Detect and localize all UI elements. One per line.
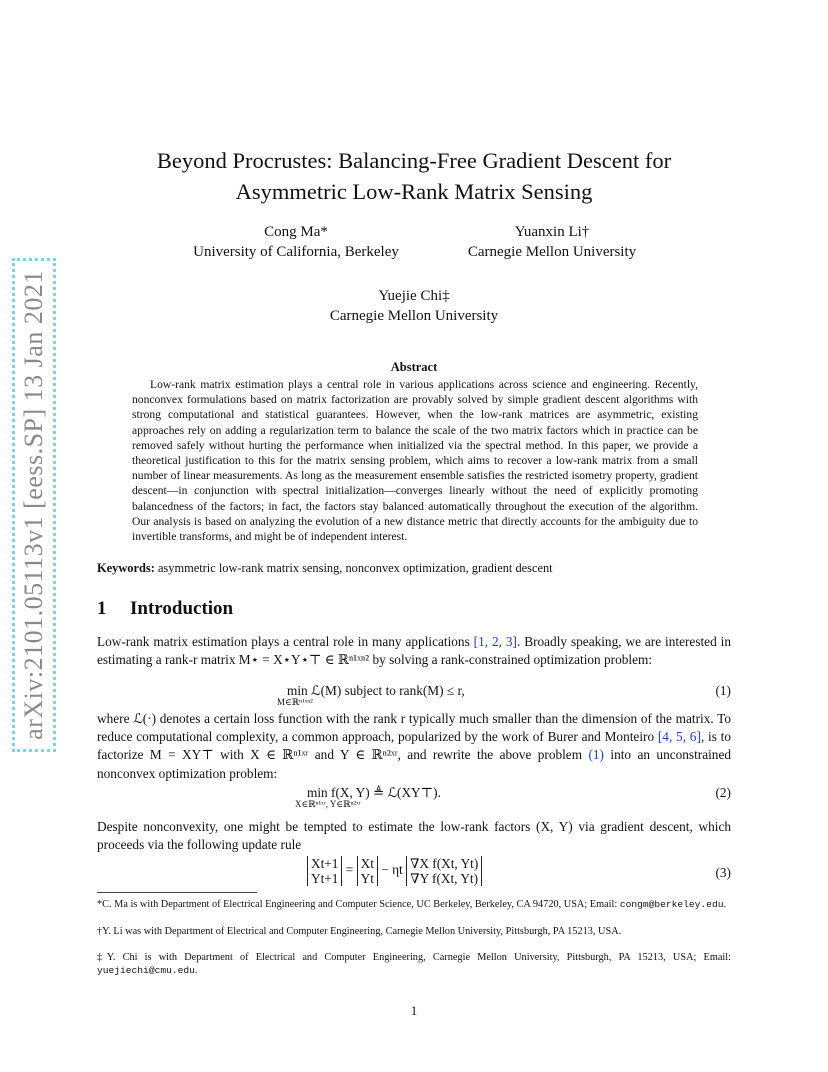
- arxiv-identifier: arXiv:2101.05113v1 [eess.SP] 13 Jan 2021: [19, 270, 49, 740]
- equation-operator: − ηt: [381, 862, 403, 878]
- email-link[interactable]: yuejiechi@cmu.edu: [97, 965, 195, 977]
- equation-number: (3): [715, 865, 731, 880]
- equation-subscript: M∈ℝⁿ¹ˣⁿ²: [277, 697, 313, 707]
- paragraph-text: into an unconstrained nonconvex optimization problem:: [97, 747, 732, 781]
- matrix-entry: Xt: [360, 856, 374, 871]
- author-name: Cong Ma*: [264, 224, 328, 240]
- equation-body: [277, 683, 465, 710]
- paper-title: [100, 145, 728, 207]
- page-number: 1: [410, 1003, 418, 1018]
- section-number: 1: [97, 598, 107, 619]
- matrix-entry: ∇X f(Xt, Yt): [410, 856, 479, 871]
- keywords-text: asymmetric low-rank matrix sensing, nonconvex optimization, gradient descent: [157, 561, 553, 575]
- keywords: [97, 561, 737, 576]
- matrix-entry: ∇Y f(Xt, Yt): [410, 871, 479, 886]
- intro-paragraph-3: Despite nonconvexity, one might be tempted to estimate the low-rank factors (X, Y) via gradient descent, which proceeds via the following update rule: [97, 819, 731, 853]
- equation-operator: =: [345, 862, 354, 878]
- paragraph-text: . Broadly speaking, we are interested in estimating a rank-r matrix M⋆ = X⋆Y⋆⊤ ∈ ℝⁿ¹ˣⁿ² by solving a rank-constrained optimization problem:: [97, 634, 731, 668]
- equation-ref-link[interactable]: (1): [588, 747, 604, 763]
- footnote-text: ‡Y. Chi is with Department of Electrical and Computer Engineering, Carnegie Mellon University, Pittsburgh, PA 15213, USA; Email:: [97, 952, 731, 963]
- author-affiliation: Carnegie Mellon University: [329, 308, 499, 324]
- citation-link[interactable]: [1, 2, 3]: [473, 634, 517, 649]
- abstract-body: Low-rank matrix estimation plays a central role in various applications across science and engineering. Recently, nonconvex formulations based on matrix factorization are provably solved by simple gradient descent algorithms with strong computational and statistical guarantees. However, when the low-rank matrices are asymmetric, existing approaches rely on adding a regularization term to balance the scale of the two matrix factors which in practice can be removed safely without hurting the performance when initialized via the spectral method. In this paper, we provide a theoretical justification to this for the matrix sensing problem, which aims to recover a low-rank matrix from a small number of linear measurements. As long as the measurement ensemble satisfies the restricted isometry property, gradient descent—in conjunction with spectral initialization—converges linearly without the need of explicitly promoting balancedness of the factors; in fact, the factors stay balanced automatically throughout the execution of the algorithm. Our analysis is based on analyzing the evolution of a new distance metric that directly accounts for the ambiguity due to invertible transforms, and might be of independent interest.: [132, 378, 698, 544]
- author-name: Yuejie Chi‡: [378, 288, 450, 304]
- title-line-2: Asymmetric Low-Rank Matrix Sensing: [235, 179, 593, 204]
- author-affiliation: University of California, Berkeley: [193, 244, 399, 260]
- citation-link[interactable]: [4, 5, 6]: [657, 729, 701, 745]
- footnote-text: .: [194, 965, 198, 977]
- matrix-rhs: [406, 856, 482, 886]
- matrix-lhs: [307, 856, 342, 886]
- equation-text: min f(X, Y) ≜ ℒ(XY⊤).: [307, 785, 441, 800]
- arxiv-stamp: [12, 258, 56, 752]
- equation-number: (1): [715, 683, 731, 698]
- equation-text: min ℒ(M) subject to rank(M) ≤ r,: [287, 683, 465, 698]
- footnote-2: †Y. Li was with Department of Electrical and Computer Engineering, Carnegie Mellon University, Pittsburgh, PA 15213, USA.: [97, 926, 622, 937]
- footnote-text: .: [723, 899, 727, 910]
- author-affiliation: Carnegie Mellon University: [467, 244, 637, 260]
- equation-body: [307, 856, 482, 886]
- author-block-2: [452, 222, 652, 262]
- abstract-heading: Abstract: [390, 360, 438, 374]
- author-block-1: [180, 222, 412, 262]
- section-title: Introduction: [130, 598, 234, 619]
- author-name: Yuanxin Li†: [514, 224, 590, 240]
- footnote-3: [97, 951, 731, 978]
- matrix-entry: Xt+1: [311, 856, 339, 871]
- equation-subscript: X∈ℝⁿ¹ˣʳ, Y∈ℝⁿ²ˣʳ: [295, 799, 361, 809]
- matrix-entry: Yt: [360, 871, 374, 886]
- matrix-entry: Yt+1: [311, 871, 339, 886]
- intro-paragraph-2: [97, 710, 731, 783]
- author-block-3: [314, 286, 514, 326]
- equation-3: [97, 856, 731, 896]
- title-line-1: Beyond Procrustes: Balancing-Free Gradient Descent for: [156, 148, 672, 173]
- keywords-label: Keywords:: [97, 561, 155, 575]
- email-link[interactable]: congm@berkeley.edu: [619, 899, 724, 910]
- footnote-1: [97, 898, 731, 911]
- paragraph-text: where ℒ(·) denotes a certain loss function with the rank r typically much smaller than the dimension of the matrix. To reduce computational complexity, a common approach, popularized by the work of Burer and Monteiro: [97, 711, 731, 745]
- matrix-mid: [357, 856, 378, 886]
- footnote-text: *C. Ma is with Department of Electrical Engineering and Computer Science, UC Berkeley, Berkeley, CA 94720, USA; Email:: [97, 899, 620, 910]
- footnote-divider: [97, 892, 257, 893]
- paragraph-text: Low-rank matrix estimation plays a central role in many applications: [97, 634, 474, 649]
- paragraph-text: , is to factorize M = XY⊤ with X ∈ ℝⁿ¹ˣʳ and Y ∈ ℝⁿ²ˣʳ, and rewrite the above problem: [97, 729, 731, 763]
- equation-number: (2): [715, 785, 731, 800]
- intro-paragraph-1: [97, 633, 731, 669]
- section-heading: [97, 598, 233, 620]
- equation-body: [295, 785, 441, 812]
